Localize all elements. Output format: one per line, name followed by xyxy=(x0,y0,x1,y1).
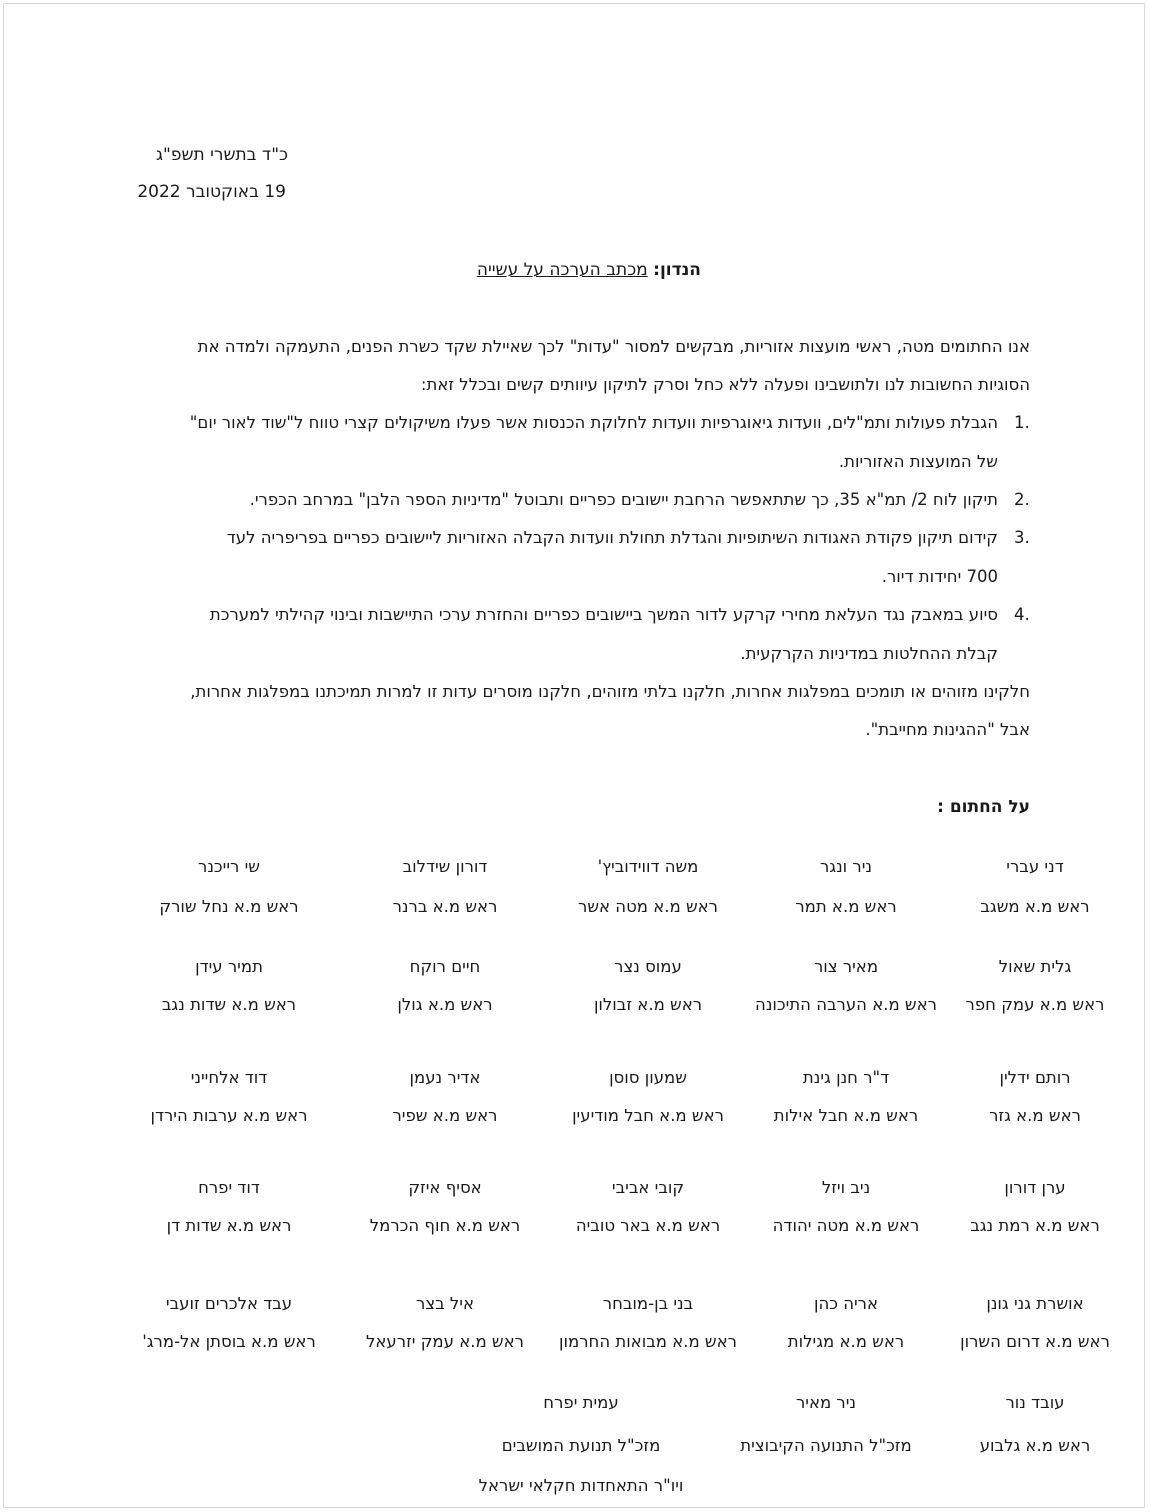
item-1-line-1: הגבלת פעולות ותמ"לים, וועדות גיאוגרפיות וועדות לחלוקת הכנסות אשר פעלו משיקולים קצרי טווח ל"שוד לאור יום" xyxy=(189,413,998,432)
signatory-title: ראש מ.א רמת נגב xyxy=(970,1216,1100,1235)
closing-line-2: אבל "ההגינות מחייבת". xyxy=(865,720,1030,739)
signatory-title: ראש מ.א עמק חפר xyxy=(965,995,1105,1014)
closing-line-1: חלקינו מזוהים או תומכים במפלגות אחרות, חלקנו בלתי מזוהים, חלקנו מוסרים עדות זו למרות תמיכתנו במפלגות אחרות, xyxy=(190,682,1030,701)
intro-line-2: הסוגיות החשובות לנו ולתושבינו ופעלה ללא כחל וסרק לתיקון עיוותים קשים ובכלל זאת: xyxy=(420,375,1030,394)
signatory-title: ראש מ.א מבואות החרמון xyxy=(559,1332,737,1351)
signatory-title: ראש מ.א שפיר xyxy=(392,1106,498,1125)
signatory-title: ראש מ.א דרום השרון xyxy=(960,1332,1110,1351)
signatory-title: ראש מ.א שדות דן xyxy=(166,1216,292,1235)
signatory-title: ראש מ.א חוף הכרמל xyxy=(369,1216,521,1235)
signatory-title: ראש מ.א ברנר xyxy=(392,897,498,916)
subject-label: הנדון: xyxy=(653,260,701,280)
signatory-name: דוד אלחייני xyxy=(190,1068,268,1087)
signatory-title: ראש מ.א חבל מודיעין xyxy=(572,1106,724,1125)
signatory-title: ראש מ.א חבל אילות xyxy=(773,1106,919,1125)
page-frame xyxy=(3,3,1145,1508)
signatory-name: תמיר עידן xyxy=(195,957,263,976)
signatory-title: ראש מ.א שדות נגב xyxy=(161,995,297,1014)
item-number: 1. xyxy=(1014,413,1030,432)
signatory-title: ראש מ.א ערבות הירדן xyxy=(150,1106,308,1125)
signatory-title: ראש מ.א מגילות xyxy=(787,1332,905,1351)
signatory-name: בני בן-מובחר xyxy=(602,1294,694,1313)
signatory-title: ראש מ.א נחל שורק xyxy=(159,897,299,916)
signatory-name: רותם ידלין xyxy=(999,1068,1071,1087)
signatory-title: ראש מ.א גולן xyxy=(397,995,493,1014)
signatures-heading: על החתום : xyxy=(937,797,1030,817)
item-4-line-1: סיוע במאבק נגד העלאת מחירי קרקע לדור המשך ביישובים כפריים והחזרת ערכי התיישבות ובינוי קהילתי למערכת xyxy=(209,605,998,624)
signatory-name: שי רייכנר xyxy=(198,857,260,876)
item-number: 4. xyxy=(1014,605,1030,624)
signatory-name: ערן דורון xyxy=(1004,1178,1066,1197)
signatory-name: דוד יפרח xyxy=(198,1178,260,1197)
signatory-name: עמוס נצר xyxy=(614,957,682,976)
signatory-name: ניב ויזל xyxy=(821,1178,871,1197)
intro-line-1: אנו החתומים מטה, ראשי מועצות אזוריות, מבקשים למסור "עדות" לכך שאיילת שקד כשרת הפנים, התעמקה ולמדה את xyxy=(197,337,1030,356)
subject-line xyxy=(477,260,701,280)
signatory-name: עבד אלכרים זועבי xyxy=(165,1294,293,1313)
item-1-line-2: של המועצות האזוריות. xyxy=(838,452,998,471)
signatory-title: ראש מ.א מטה אשר xyxy=(578,897,718,916)
signatory-name: עובד נור xyxy=(1005,1393,1065,1412)
signatory-name: דורון שידלוב xyxy=(402,857,488,876)
item-number: 2. xyxy=(1014,490,1030,509)
signatory-title: ראש מ.א זבולון xyxy=(593,995,703,1014)
signatory-name: קובי אביבי xyxy=(611,1178,685,1197)
signatory-name: ניר ונגר xyxy=(819,857,873,876)
signatory-name: עמית יפרח xyxy=(543,1393,619,1412)
signatory-title: מזכ"ל תנועת המושבים xyxy=(501,1436,661,1455)
signatory-name: אושרת גני גונן xyxy=(986,1294,1084,1313)
subject-title: מכתב הערכה על עשייה xyxy=(476,260,648,280)
signatory-title: ראש מ.א תמר xyxy=(795,897,897,916)
item-number: 3. xyxy=(1014,528,1030,547)
signatory-name: אדיר נעמן xyxy=(409,1068,481,1087)
signatory-title: ראש מ.א גלבוע xyxy=(979,1436,1091,1455)
signatory-title: ראש מ.א משגב xyxy=(980,897,1090,916)
signatory-title: ראש מ.א הערבה התיכונה xyxy=(755,995,937,1014)
signatory-name: גלית שאול xyxy=(998,957,1072,976)
signatory-name: אריה כהן xyxy=(813,1294,879,1313)
signatory-name: חיים רוקח xyxy=(409,957,481,976)
signatory-name: מאיר צור xyxy=(813,957,879,976)
signatory-title: ראש מ.א בוסתן אל-מרג' xyxy=(142,1332,316,1351)
signatory-name: אסיף איזק xyxy=(408,1178,482,1197)
signatory-name: ד"ר חנן גינת xyxy=(802,1068,890,1087)
item-4-line-2: קבלת ההחלטות במדיניות הקרקעית. xyxy=(740,644,998,663)
signatory-name: איל בצר xyxy=(416,1294,474,1313)
gregorian-date: 19 באוקטובר 2022 xyxy=(137,182,286,202)
signatory-title-secondary: ויו"ר התאחדות חקלאי ישראל xyxy=(478,1476,684,1495)
item-3-line-1: קידום תיקון פקודת האגודות השיתופיות והגדלת תחולת וועדות הקבלה האזוריות ליישובים כפריים בפריפריה לעד xyxy=(226,528,998,547)
signatory-title: ראש מ.א באר טוביה xyxy=(575,1216,721,1235)
signatory-name: משה דווידוביץ' xyxy=(597,857,699,876)
signatory-title: מזכ"ל התנועה הקיבוצית xyxy=(740,1436,912,1455)
signatory-title: ראש מ.א גזר xyxy=(989,1106,1081,1125)
hebrew-date: כ"ד בתשרי תשפ"ג xyxy=(156,145,288,165)
item-3-line-2: 700 יחידות דיור. xyxy=(881,567,998,586)
signatory-name: דני עברי xyxy=(1006,857,1064,876)
item-2-line-1: תיקון לוח 2/ תמ"א 35, כך שתתאפשר הרחבת יישובים כפריים ותבוטל "מדיניות הספר הלבן" במרחב הכפרי. xyxy=(249,490,998,509)
signatory-name: ניר מאיר xyxy=(795,1393,857,1412)
signatory-name: שמעון סוסן xyxy=(609,1068,687,1087)
signatory-title: ראש מ.א מטה יהודה xyxy=(772,1216,920,1235)
signatory-title: ראש מ.א עמק יזרעאל xyxy=(366,1332,524,1351)
